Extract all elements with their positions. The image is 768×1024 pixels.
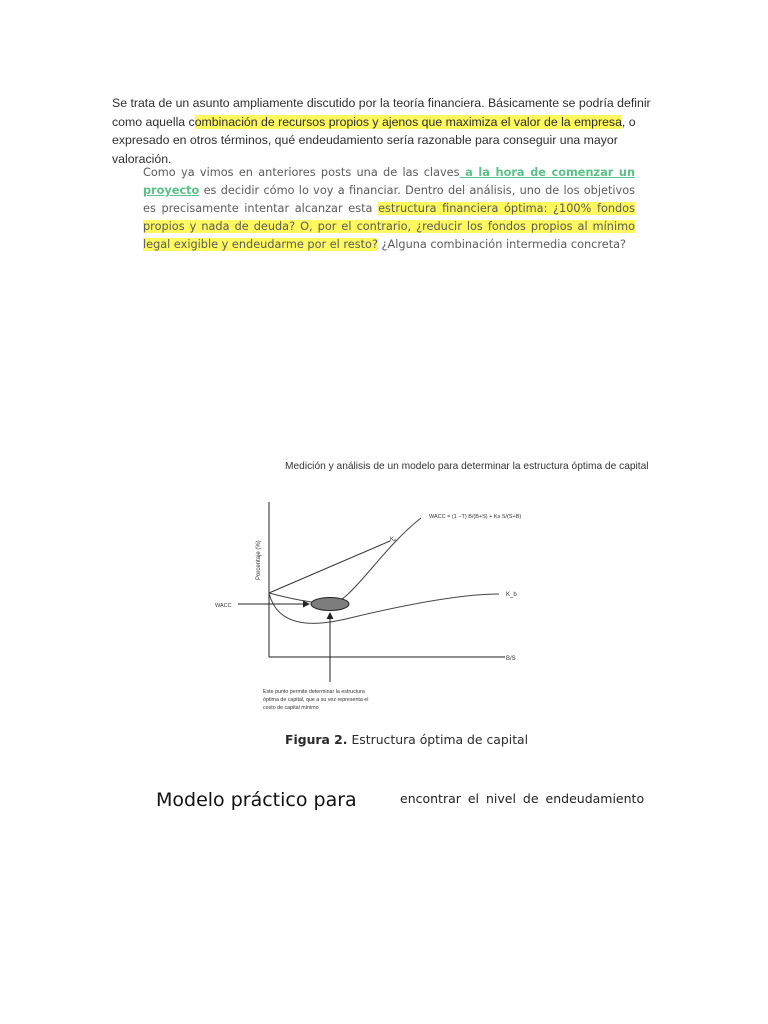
section-heading-left: Modelo práctico para	[156, 789, 357, 811]
note-line-3: costo de capital mínimo	[263, 705, 319, 711]
wacc-formula: WACC = (1 −T) B/(B+S) + Ks S/(S+B)	[429, 514, 522, 520]
kb-label: K_b	[506, 592, 517, 598]
quote-text-end: ¿Alguna combinación intermedia concreta?	[377, 238, 627, 251]
intro-text-end: , o expresado en otros términos, qué endeudamiento sería razonable para conseguir una mayor valoración.	[112, 114, 636, 166]
intro-highlight: ombinación de recursos propios y ajenos que maximiza el valor de la empresa	[194, 114, 622, 129]
ke-label: Kₑ	[390, 537, 397, 543]
note-line-2: óptima de capital, que a su vez representa el	[263, 697, 369, 703]
quote-text-middle: es decidir cómo lo voy a financiar. Dentro del análisis, uno de los objetivos es precisamente intentar alcanzar esta	[143, 184, 635, 215]
wacc-curve	[269, 518, 421, 604]
figure-caption-text: Estructura óptima de capital	[347, 732, 529, 747]
project-link[interactable]: a la hora de comenzar un proyecto	[143, 166, 636, 197]
figure-title: Medición y análisis de un modelo para determinar la estructura óptima de capital	[285, 461, 649, 472]
wacc-label: WACC	[215, 603, 232, 609]
optimum-ellipse	[311, 598, 349, 611]
intro-text-start: Se trata de un asunto ampliamente discutido por la teoría financiera. Básicamente se podría definir como aquella c	[112, 96, 651, 129]
figure-caption	[285, 732, 528, 747]
capital-structure-diagram	[200, 490, 620, 725]
quote-highlight: estructura financiera óptima: ¿100% fondos propios y nada de deuda? O, por el contrario, ¿reducir los fondos propios al mínimo legal exigible y endeudarme por el resto?	[143, 202, 635, 251]
y-axis-label: Porcentaje (%)	[256, 540, 262, 580]
figure-caption-number: Figura 2.	[285, 732, 348, 747]
intro-paragraph	[112, 94, 652, 168]
quote-paragraph	[143, 164, 635, 254]
quote-text-start: Como ya vimos en anteriores posts una de las claves	[143, 166, 460, 179]
x-axis-label: B/S	[506, 656, 516, 662]
section-heading-right: encontrar el nivel de endeudamiento	[400, 791, 645, 806]
note-line-1: Este punto permite determinar la estructura	[263, 689, 365, 695]
kb-curve	[269, 593, 499, 623]
ke-curve	[269, 541, 390, 593]
